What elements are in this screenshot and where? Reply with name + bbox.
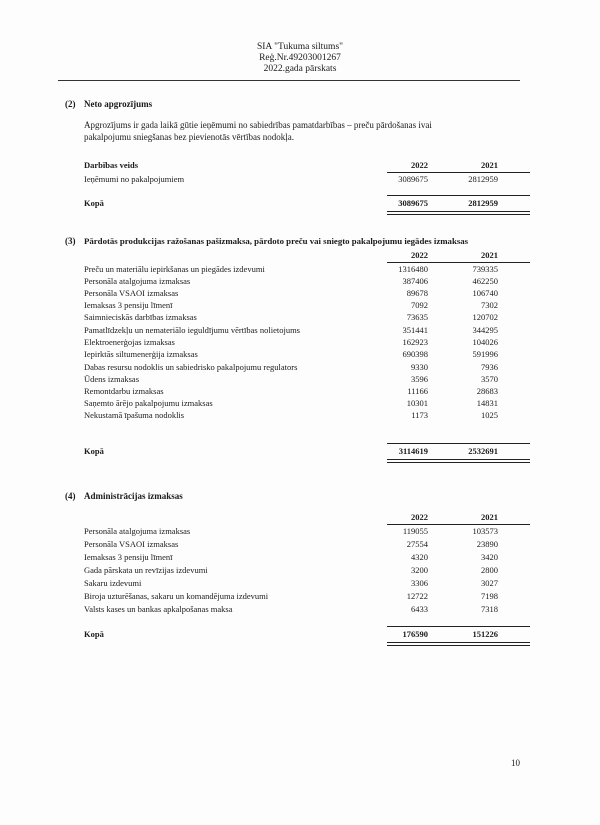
row-label: Sakaru izdevumi — [84, 578, 142, 588]
value-2022: 1173 — [411, 410, 428, 420]
value-2021: 3027 — [481, 578, 498, 588]
table-row — [84, 552, 530, 563]
table-row — [84, 325, 530, 336]
total-2022: 3114619 — [398, 446, 428, 456]
row-label: Nekustamā īpašuma nodoklis — [84, 410, 185, 420]
header-rule — [387, 524, 530, 525]
section-2-paragraph-line-2: pakalpojumu sniegšanas bez pievienotās vērtības nodokļa. — [84, 132, 294, 142]
year-2021: 2021 — [481, 160, 498, 170]
total-top-rule — [387, 443, 530, 444]
table-row — [84, 386, 530, 397]
value-2021: 1025 — [481, 410, 498, 420]
table-row — [84, 604, 530, 615]
header-rule — [58, 80, 520, 81]
table-header — [84, 160, 530, 171]
row-label: Iepirktās siltumenerģija izmaksas — [84, 349, 198, 359]
value-2022: 7092 — [411, 300, 428, 310]
total-top-rule — [387, 195, 530, 196]
header-rule — [387, 172, 530, 173]
value-2022: 3200 — [411, 565, 428, 575]
value-2022: 4320 — [411, 552, 428, 562]
total-double-rule — [387, 459, 530, 463]
value-2022: 3596 — [411, 374, 428, 384]
table-row — [84, 410, 530, 421]
total-2022: 3089675 — [398, 198, 428, 208]
value-2021: 739335 — [472, 264, 498, 274]
section-3-number: (3) — [65, 236, 76, 246]
row-label: Personāla atalgojuma izmaksas — [84, 276, 191, 286]
row-label: Ieņēmumi no pakalpojumiem — [84, 174, 185, 184]
value-2022: 3089675 — [398, 174, 428, 184]
value-2021: 2800 — [481, 565, 498, 575]
company-name: SIA "Tukuma siltums" — [256, 42, 344, 52]
value-2021: 3420 — [481, 552, 498, 562]
value-2022: 351441 — [402, 325, 428, 335]
registration-number: Reģ.Nr.49203001267 — [259, 53, 341, 63]
section-3-table — [84, 250, 530, 465]
section-4-number: (4) — [65, 491, 76, 501]
value-2021: 3570 — [481, 374, 498, 384]
section-3-title: Pārdotās produkcijas ražošanas pašizmaksa, pārdoto preču vai sniegto pakalpojumu iegādes izmaksas — [84, 236, 469, 246]
row-label: Ūdens izmaksas — [84, 374, 140, 384]
value-2021: 106740 — [472, 288, 498, 298]
report-title: 2022.gada pārskats — [263, 64, 337, 74]
value-2021: 591996 — [472, 349, 498, 359]
value-2021: 462250 — [472, 276, 498, 286]
row-label: Iemaksas 3 pensiju līmenī — [84, 300, 173, 310]
value-2021: 103573 — [472, 526, 498, 536]
row-label: Personāla VSAOI izmaksas — [84, 288, 179, 298]
value-2022: 89678 — [406, 288, 428, 298]
total-2021: 151226 — [472, 629, 498, 639]
year-2022: 2022 — [411, 512, 428, 522]
value-2021: 344295 — [472, 325, 498, 335]
table-row — [84, 300, 530, 311]
value-2022: 12722 — [406, 591, 428, 601]
table-row — [84, 276, 530, 287]
value-2021: 7936 — [481, 362, 498, 372]
row-label: Biroja uzturēšanas, sakaru un komandējuma izdevumi — [84, 591, 269, 601]
row-label: Elektroenerģojas izmaksas — [84, 337, 175, 347]
table-header — [84, 512, 530, 523]
year-2021: 2021 — [481, 250, 498, 260]
total-double-rule — [387, 642, 530, 646]
row-label: Remontdarbu izmaksas — [84, 386, 164, 396]
year-2021: 2021 — [481, 512, 498, 522]
section-4-table — [84, 512, 530, 647]
table-row — [84, 312, 530, 323]
total-2022: 176590 — [402, 629, 428, 639]
section-2-title: Neto apgrozījums — [84, 99, 153, 109]
total-row — [84, 446, 530, 457]
value-2021: 28683 — [476, 386, 498, 396]
section-2-paragraph-line-1: Apgrozījums ir gada laikā gūtie ieņēmumi no sabiedrības pamatdarbības – preču pārdošanas ivai — [84, 120, 432, 130]
table-row — [84, 526, 530, 537]
table-row — [84, 349, 530, 360]
table-header — [84, 250, 530, 261]
table-row — [84, 374, 530, 385]
page-number: 10 — [511, 758, 520, 768]
value-2022: 73635 — [406, 312, 428, 322]
row-label: Personāla VSAOI izmaksas — [84, 539, 179, 549]
row-label: Personāla atalgojuma izmaksas — [84, 526, 191, 536]
table-row — [84, 362, 530, 373]
total-label: Kopā — [84, 198, 104, 208]
row-label: Iemaksas 3 pensiju līmenī — [84, 552, 173, 562]
table-row — [84, 539, 530, 550]
value-2022: 690398 — [402, 349, 428, 359]
value-2021: 7318 — [481, 604, 498, 614]
value-2022: 10301 — [406, 398, 428, 408]
table-row — [84, 578, 530, 589]
value-2022: 119055 — [402, 526, 428, 536]
section-2-table — [84, 160, 530, 220]
total-label: Kopā — [84, 629, 104, 639]
row-label: Saņemto ārējo pakalpojumu izmaksas — [84, 398, 213, 408]
value-2021: 120702 — [472, 312, 498, 322]
value-2022: 3306 — [411, 578, 428, 588]
value-2022: 162923 — [402, 337, 428, 347]
row-label: Preču un materiālu iepirkšanas un piegādes izdevumi — [84, 264, 265, 274]
header-rule — [387, 262, 530, 263]
table-row — [84, 264, 530, 275]
value-2022: 9330 — [411, 362, 428, 372]
table-row — [84, 174, 530, 185]
row-label: Pamatlīdzekļu un nemateriālo ieguldījumu vērtības nolietojums — [84, 325, 300, 335]
table-row — [84, 591, 530, 602]
value-2022: 27554 — [406, 539, 428, 549]
row-label: Gada pārskata un revīzijas izdevumi — [84, 565, 208, 575]
column-label: Darbības veids — [84, 160, 139, 170]
total-2021: 2532691 — [468, 446, 498, 456]
year-2022: 2022 — [411, 250, 428, 260]
section-4-title: Administrācijas izmaksas — [84, 491, 183, 501]
table-row — [84, 398, 530, 409]
table-row — [84, 565, 530, 576]
row-label: Saimnieciskās darbības izmaksas — [84, 312, 197, 322]
value-2021: 104026 — [472, 337, 498, 347]
table-row — [84, 337, 530, 348]
section-2-number: (2) — [65, 99, 76, 109]
row-label: Valsts kases un bankas apkalpošanas maksa — [84, 604, 233, 614]
value-2022: 6433 — [411, 604, 428, 614]
value-2022: 1316480 — [398, 264, 428, 274]
total-row — [84, 198, 530, 209]
value-2021: 7198 — [481, 591, 498, 601]
value-2022: 11166 — [407, 386, 428, 396]
total-top-rule — [387, 626, 530, 627]
value-2022: 387406 — [402, 276, 428, 286]
total-2021: 2812959 — [468, 198, 498, 208]
row-label: Dabas resursu nodoklis un sabiedrisko pakalpojumu regulators — [84, 362, 298, 372]
value-2021: 2812959 — [468, 174, 498, 184]
value-2021: 23890 — [476, 539, 498, 549]
total-double-rule — [387, 211, 530, 215]
total-label: Kopā — [84, 446, 104, 456]
total-row — [84, 629, 530, 640]
table-row — [84, 288, 530, 299]
value-2021: 7302 — [481, 300, 498, 310]
value-2021: 14831 — [476, 398, 498, 408]
year-2022: 2022 — [411, 160, 428, 170]
